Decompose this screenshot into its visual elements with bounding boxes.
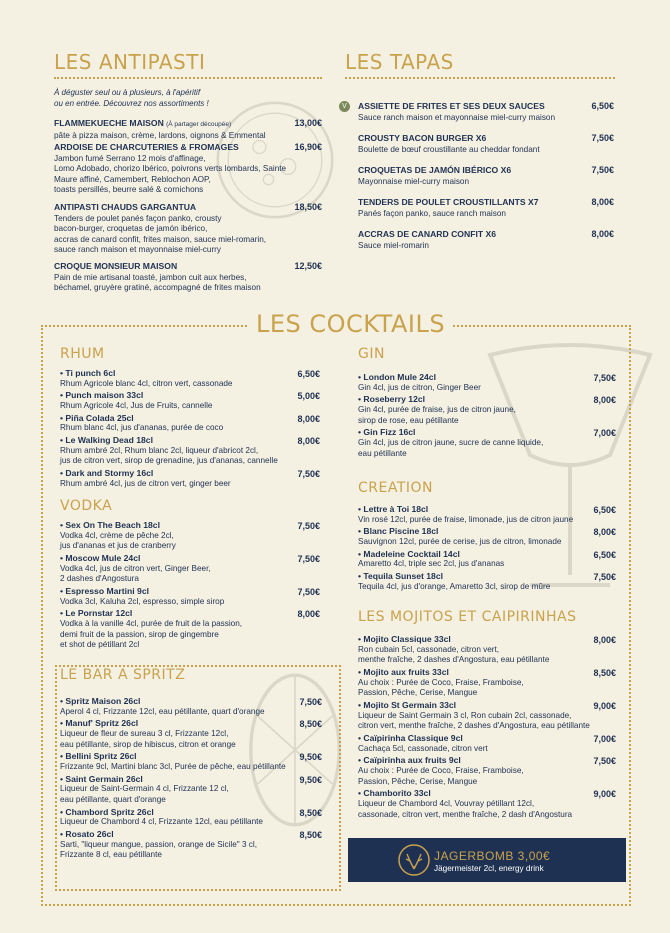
item-price: 8,50€ [593,668,616,678]
item-price: 9,00€ [593,789,616,800]
item-price: 7,50€ [297,554,320,564]
item-desc: Vodka à la vanille 4cl, purée de fruit de la passion, [60,618,243,628]
item-price: 8,00€ [593,635,616,645]
item-price: 8,00€ [593,395,616,406]
item-desc: Liqueur de fleur de sureau 3 cl, Frizzante 12cl, [60,728,229,738]
gin-title: GIN [358,346,385,362]
item-name: • Lettre à Toi 18cl [358,504,429,514]
item-desc: et shot de pétillant 2cl [60,640,140,650]
item-desc: eau pétillante, quart d'orange [60,794,166,804]
item-price: 18,50€ [294,202,322,212]
item-desc: Tenders de poulet panés façon panko, crousty [54,213,222,223]
item-price: 7,50€ [299,697,322,707]
item-price: 7,00€ [593,734,616,744]
item-note: (À partager découpée) [166,121,232,128]
item-desc: Cachaça 5cl, cassonade, citron vert [358,743,488,753]
item-desc: toasts persillés, beurre salé & cornichons [54,185,204,195]
item-name: CROUSTY BACON BURGER X6 [358,133,487,143]
vegetarian-icon: V [339,101,350,112]
item-price: 7,50€ [297,587,320,597]
item-desc: Sauce miel-romarin [358,240,429,250]
item-name: • Madeleine Cocktail 14cl [358,548,460,559]
item-name: • Caïpirinha Classique 9cl [358,733,463,743]
item-desc: Rhum Agricole 4cl, Jus de Fruits, cannelle [60,400,213,410]
item-name: • Ti punch 6cl [60,368,116,378]
antipasti-intro [54,88,314,109]
item-desc: Vodka 4cl, crème de pêche 2cl, [60,530,174,540]
jagerbomb-title: JAGERBOMB 3,00€ [434,849,551,863]
tapas-underline [345,77,615,79]
item-desc: Boulette de bœuf croustillante au cheddar fondant [358,144,540,154]
antipasti-underline [54,77,322,79]
mojitos-title: LES MOJITOS ET CAIPIRINHAS [358,609,577,625]
deer-head-icon [398,843,430,877]
item-desc: Frizzante 9cl, Martini blanc 3cl, Purée de pêche, eau pétillante [60,761,286,771]
item-price: 16,90€ [294,142,322,152]
item-price: 8,00€ [297,609,320,620]
item-name: • London Mule 24cl [358,372,436,382]
item-desc: Aperol 4 cl, Frizzante 12cl, eau pétillante, quart d'orange [60,706,265,716]
item-price: 7,50€ [593,756,616,767]
item-desc: béchamel, gruyère gratiné, accompagné de frites maison [54,283,261,293]
item-desc: sauce ranch maison et mayonnaise miel-curry [54,245,222,255]
item-desc: eau pétillante, sirop de hibiscus, citron et orange [60,739,236,749]
item-name: • Mojito St Germain 33cl [358,700,457,710]
item-desc: Mayonnaise miel-curry maison [358,176,470,186]
item-price: 8,00€ [591,229,614,239]
rhum-title: RHUM [60,346,105,362]
item-desc: Amaretto 4cl, triple sec 2cl, jus d'ananas [358,559,505,569]
item-desc: menthe fraîche, 2 dashes d'Angostura, eau pétillante [358,655,550,665]
creation-title: CREATION [358,480,434,496]
item-desc: demi fruit de la passion, sirop de gingembre [60,629,219,639]
item-desc: Maure affiné, Camembert, Reblochon AOP, [54,174,211,184]
item-desc: citron vert, menthe fraîche, 2 dashes d'Angostura, eau pétillante [358,721,590,731]
item-price: 7,50€ [297,521,320,531]
item-name: • Saint Germain 26cl [60,773,143,784]
item-desc: Liqueur de Saint Germain 3 cl, Ron cubain 2cl, cassonade, [358,710,572,720]
item-desc: Rhum ambré 2cl, Rhum blanc 2cl, liqueur d'abricot 2cl, [60,445,259,455]
item-desc: Lomo Adobado, chorizo Ibérico, poivrons verts lombards, Sainte [54,164,287,174]
item-name: TENDERS DE POULET CROUSTILLANTS X7 [358,197,539,207]
item-price: 6,50€ [593,505,616,515]
item-desc: Panés façon panko, sauce ranch maison [358,208,506,218]
item-desc: cassonade, citron vert, menthe fraîche, 2 dash d'Angostura [358,809,573,819]
item-price: 8,00€ [593,527,616,538]
item-name: • Le Pornstar 12cl [60,608,133,619]
item-desc: Sauvignon 12cl, purée de cerise, jus de citron, limonade [358,536,562,546]
item-name: CROQUE MONSIEUR MAISON [54,261,178,271]
item-desc: Passion, Pêche, Cerise, Mangue [358,776,478,786]
item-price: 8,00€ [297,436,320,447]
item-desc: Frizzante 8 cl, eau pétillante [60,850,162,860]
item-desc: 2 dashes d'Angostura [60,574,139,584]
item-desc: Pain de mie artisanal toasté, jambon cuit aux herbes, [54,272,247,282]
item-price: 8,50€ [299,719,322,730]
item-name: • Rosato 26cl [60,829,114,840]
item-name: • Spritz Maison 26cl [60,696,141,706]
item-name: • Tequila Sunset 18cl [358,571,443,582]
item-name: • Dark and Stormy 16cl [60,468,154,479]
item-name: • Mojito aux fruits 33cl [358,667,449,677]
item-price: 6,50€ [591,101,614,111]
item-desc: Jambon fumé Serrano 12 mois d'affinage, [54,153,206,163]
item-desc: Vodka 4cl, jus de citron vert, Ginger Beer, [60,563,211,573]
item-desc: accras de canard confit, frites maison, sauce miel-romarin, [54,234,267,244]
item-price: 7,50€ [591,133,614,143]
antipasti-title: LES ANTIPASTI [54,50,206,74]
cocktails-title: LES COCKTAILS [248,310,453,338]
item-desc: Sauce ranch maison et mayonnaise miel-curry maison [358,112,556,122]
item-name: • Mojito Classique 33cl [358,634,451,644]
item-desc: Vodka 3cl, Kaluha 2cl, espresso, simple sirop [60,596,225,606]
item-desc: eau pétillante [358,448,407,458]
item-name: • Punch maison 33cl [60,390,144,401]
item-desc: Rhum ambré 4cl, jus de citron vert, ginger beer [60,478,231,488]
item-desc: Tequila 4cl, jus d'orange, Amaretto 3cl, sirop de mûre [358,581,551,591]
item-price: 12,50€ [294,261,322,271]
item-desc: Passion, Pêche, Cerise, Mangue [358,688,478,698]
item-name: • Blanc Piscine 18cl [358,526,439,537]
item-price: 7,00€ [593,428,616,439]
item-price: 7,50€ [591,165,614,175]
item-desc: bacon-burger, croquetas de jamón ibérico, [54,224,208,234]
item-price: 5,00€ [297,391,320,402]
item-price: 6,50€ [297,369,320,379]
item-price: 8,50€ [299,830,322,841]
tapas-title: LES TAPAS [345,50,454,74]
item-name: • Piña Colada 25cl [60,412,134,423]
vodka-title: VODKA [60,498,113,514]
item-desc: pâte à pizza maison, crème, lardons, oignons & Emmental [54,130,266,140]
item-desc: Gin 4cl, jus de citron jaune, sucre de canne liquide, [358,437,544,447]
intro-line: ou en entrée. Découvrez nos assortiments ! [54,98,209,108]
item-desc: Gin 4cl, purée de fraise, jus de citron jaune, [358,404,516,414]
item-price: 7,50€ [297,469,320,480]
item-name: CROQUETAS DE JAMÓN IBÉRICO X6 [358,165,512,175]
item-price: 6,50€ [593,549,616,560]
item-name: ACCRAS DE CANARD CONFIT X6 [358,229,496,239]
item-desc: Au choix : Purée de Coco, Fraise, Framboise, [358,765,524,775]
spritz-title: LE BAR A SPRITZ [60,667,186,683]
item-price: 7,50€ [593,373,616,383]
item-desc: sirop de rose, eau pétillante [358,415,459,425]
item-desc: Liqueur de Saint-Germain 4 cl, Frizzante 12 cl, [60,784,229,794]
item-price: 8,00€ [591,197,614,207]
item-name: • Chamborito 33cl [358,788,431,799]
item-price: 9,50€ [299,774,322,785]
item-desc: Sarti, "liqueur mangue, passion, orange de Sicile" 3 cl, [60,839,257,849]
item-desc: Rhum Agricole blanc 4cl, citron vert, cassonade [60,378,233,388]
item-price: 8,00€ [297,413,320,424]
item-name: • Chambord Spritz 26cl [60,806,154,817]
item-name: ASSIETTE DE FRITES ET SES DEUX SAUCES [358,101,545,111]
item-name: • Espresso Martini 9cl [60,586,149,596]
item-name: • Le Walking Dead 18cl [60,435,153,446]
item-price: 13,00€ [294,118,322,128]
item-name: ANTIPASTI CHAUDS GARGANTUA [54,202,197,212]
item-desc: jus d'ananas et jus de cranberry [60,541,176,551]
item-desc: Au choix : Purée de Coco, Fraise, Framboise, [358,677,524,687]
jagerbomb-desc: Jägermeister 2cl, energy drink [434,864,544,873]
item-desc: Liqueur de Chambord 4 cl, Frizzante 12cl, eau pétillante [60,817,263,827]
item-name: • Sex On The Beach 18cl [60,520,160,530]
item-desc: jus de citron vert, sirop de grenadine, jus d'ananas, cannelle [60,456,278,466]
item-price: 7,50€ [593,572,616,583]
item-name: • Caïpirinha aux fruits 9cl [358,755,461,766]
item-name: FLAMMEKUECHE MAISON [54,118,164,128]
item-name: • Roseberry 12cl [358,394,426,405]
item-price: 9,00€ [593,701,616,711]
item-desc: Rhum blanc 4cl, jus d'ananas, purée de coco [60,423,224,433]
item-name: ARDOISE DE CHARCUTERIES & FROMAGES [54,142,239,152]
item-name: • Gin Fizz 16cl [358,427,416,438]
item-name: • Bellini Spritz 26cl [60,751,137,762]
item-name: • Manuf' Spritz 26cl [60,718,139,729]
item-price: 9,50€ [299,752,322,763]
item-desc: Liqueur de Chambord 4cl, Vouvray pétillant 12cl, [358,798,535,808]
intro-line: À déguster seul ou à plusieurs, à l'apéritif [54,88,201,97]
item-price: 8,50€ [299,807,322,818]
item-desc: Vin rosé 12cl, purée de fraise, limonade, jus de citron jaune [358,514,574,524]
item-desc: Gin 4cl, jus de citron, Ginger Beer [358,382,481,392]
item-name: • Moscow Mule 24cl [60,553,141,563]
item-desc: Ron cubain 5cl, cassonade, citron vert, [358,644,500,654]
